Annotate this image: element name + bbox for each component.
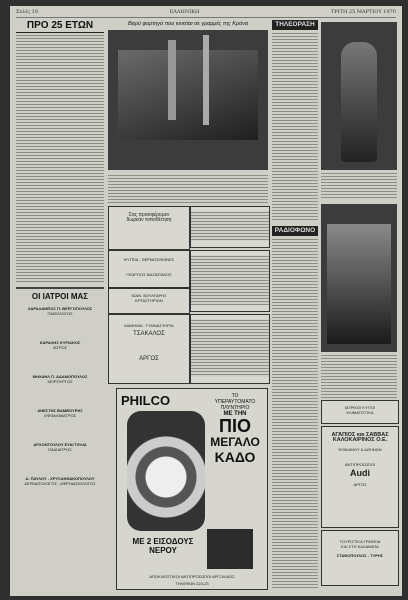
doctor-entry: ΚΑΡΑΛΗΣ ΚΥΡΙΑΚΟΣ ΙΑΤΡΟΣ [39, 340, 81, 350]
listings-column [272, 20, 318, 590]
article-text [16, 34, 104, 284]
column-title: ΠΡΟ 25 ΕΤΩΝ [16, 20, 104, 33]
radio-title: ΡΑΔΙΟΦΩΝΟ [272, 226, 318, 236]
left-column [16, 20, 104, 590]
ad-box: ΙΩΑΝ. ΒΟΥΛΓΑΡΗΣ ΕΡΓΑΣΤΗΡΙΟΝ [108, 288, 190, 314]
doctors-title: ΟΙ ΙΑΤΡΟΙ ΜΑΣ [31, 292, 89, 301]
page-header [16, 9, 396, 18]
center-column [108, 20, 268, 590]
doctor-entry: Α. ΠΑΥΛΟΥ - ΧΡΥΣΑΝΘΑΚΟΠΟΥΛΟΥ ΔΕΡΜΑΤΟΛΟΓΟΣ - ΑΦΡΟΔΙΣΙΟΛΟΓΟΣ [24, 476, 96, 486]
tv-listing [272, 32, 318, 222]
ad-box: ΜΑΘΗΜΑ - ΓΥΜΝΑΣΤΗΡΙΑ ΤΣΑΚΑΛΟΣ ΑΡΓΟΣ [108, 314, 190, 384]
ad-box: ΨΥΓΕΙΑ - ΘΕΡΜΟΣΙΦΩΝΕΣ ΓΕΩΡΓΙΟΣ ΒΑΖΙΩΤΑΚΟΣ [108, 250, 190, 288]
ship-photo [108, 30, 268, 170]
ad-box: ΑΓΑΠΙΟΣ και ΣΑΒΒΑΣ ΚΑΛΟΚΑΙΡΙΝΟΣ Ο.Ε. ΦΟΚΙΑΝΟΥ & ΑΘΗΝΩΝ ΑΝΤΙΠΡΟΣΩΠΟΙ Audi ΑΡΓΟΣ [321, 426, 399, 528]
doctor-list [16, 306, 104, 486]
caption-text [321, 172, 397, 198]
philco-logo: PHILCO [121, 393, 171, 408]
page-date: ΤΡΙΤΗ 25 ΜΑΡΤΙΟΥ 1970 [330, 9, 396, 15]
product-photo [207, 529, 253, 569]
ad-box: ΙΑΤΡΙΚΟΙ ΚΥΤΙΟΙ ΚΛΙΜΑΤΙΣΤΙΚΑ [321, 400, 399, 424]
doctor-entry: ΜΗΧΑΗΛ Π. ΑΔΑΜΟΠΟΥΛΟΣ ΧΕΙΡΟΥΡΓΟΣ [32, 374, 88, 384]
article-text [108, 174, 268, 204]
washing-machine [127, 411, 205, 531]
divider [16, 287, 104, 289]
photo-group [321, 204, 397, 352]
doctor-entry: ΧΑΡΑΛΑΜΠΟΣ Π. ΒΕΡΓΟΠΟΥΛΟΣ ΠΑΘΟΛΟΓΟΣ [27, 306, 93, 316]
tv-title: ΤΗΛΕΟΡΑΣΗ [272, 20, 318, 30]
doctor-entry: ΑΝΕΣΤΗΣ ΒΑΜΒΟΥΡΗΣ ΟΦΘΑΛΜΙΑΤΡΟΣ [37, 408, 83, 418]
newspaper-page [10, 6, 402, 596]
doctor-entry: ΑΡΧΟΝΤΟΥΛΟΥ ΕΥΑΓΓΕΛΙΑ ΠΑΙΔΙΑΤΡΟΣ [33, 442, 87, 452]
right-column [321, 20, 397, 590]
ad-box: Σας προσφέρομεν δωρεάν τοποθέτηση [108, 206, 190, 250]
philco-slogan: ΤΟ ΥΠΕΡΑΥΤΟΜΑΤΟ ΠΛΥΝΤΗΡΙΟ ΜΕ ΤΗΝ ΠΙΟ ΜΕΓΑΛΟ ΚΑΔΟ [210, 393, 260, 465]
ad-box [190, 206, 270, 248]
philco-feature: ΜΕ 2 ΕΙΣΟΔΟΥΣ ΝΕΡΟΥ [132, 537, 194, 555]
ad-box [190, 250, 270, 312]
page-number: Σελίς 10 [16, 9, 39, 15]
philco-ad: PHILCO ΤΟ ΥΠΕΡΑΥΤΟΜΑΤΟ ΠΛΥΝΤΗΡΙΟ ΜΕ ΤΗΝ ΠΙΟ ΜΕΓΑΛΟ ΚΑΔΟ ΜΕ 2 ΕΙΣΟΔΟΥΣ ΝΕΡΟΥ ΑΠΟΚΛΕΙΣΤΙΚΟΙ ΑΝΤΙΠΡΟΣΩΠΟΙ ΑΡΓΟΛΙΔΟΣ ΤΗΛΕΦΩΝ 223-23 [116, 388, 268, 590]
article-text [321, 354, 397, 398]
photo-woman [321, 22, 397, 170]
ad-box: ΤΟΥΡΙΣΤΙΚΑ ΓΡΑΦΕΙΑ ΚΑΙ ΣΤΗ ΚΑΛΑΜΑΤΑ ΣΤΑΘΟΠΟΥΛΟΣ - ΤΥΡΗΣ [321, 530, 399, 586]
headline: Βαρύ φορτηγό που κινείται σε γραμμές της Κρόνα [128, 21, 248, 27]
radio-listing [272, 238, 318, 588]
ad-box [190, 314, 270, 384]
paper-name: ΕΛΛΗΝΙΚΗ [169, 9, 200, 15]
